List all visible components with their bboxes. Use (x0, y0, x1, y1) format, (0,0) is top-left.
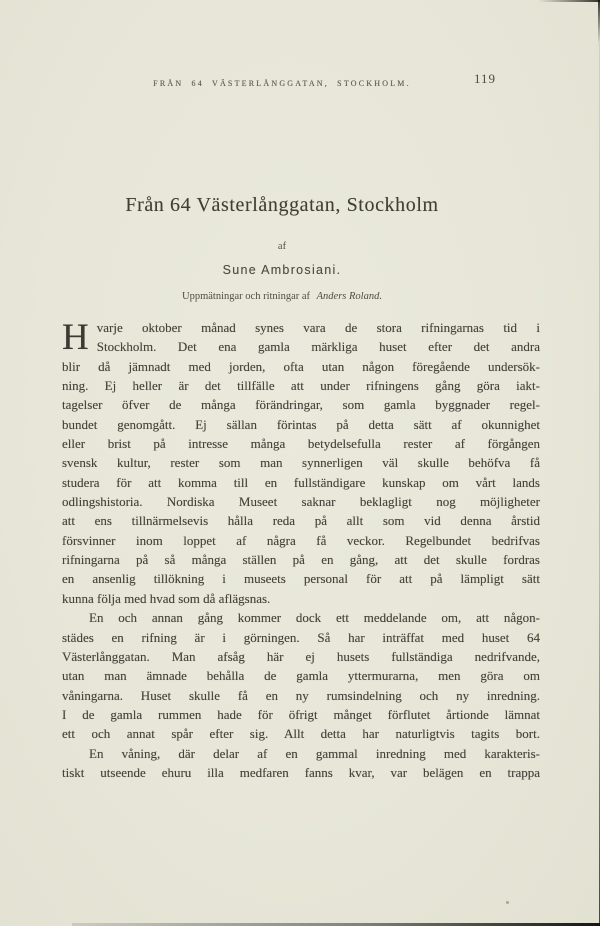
text-line: bundet genomgått. Ej sällan förintas på detta sätt af okunnighet (62, 416, 540, 432)
running-header-title: FRÅN 64 VÄSTERLÅNGGATAN, STOCKHOLM. (153, 79, 411, 88)
text-line: svensk kultur, rester som man synnerligen väl skulle behöfva få (62, 455, 540, 471)
text-line: Västerlånggatan. Man afsåg här ej husets fullständiga nedrifvande, (62, 648, 540, 664)
author-name: Sune Ambrosiani. (222, 263, 342, 277)
credit-illustrator-name: Anders Roland. (316, 291, 382, 302)
text-line: En och annan gång kommer dock ett meddelande om, att någon- (89, 610, 540, 626)
article-title: Från 64 Västerlånggatan, Stockholm (125, 194, 439, 216)
paragraph (62, 744, 540, 783)
text-line: kunna följa med hvad som då aflägsnas. (62, 590, 271, 606)
body-text (62, 318, 540, 782)
text-line: rifningarna på så många ställen på en gång, att det skulle fordras (62, 552, 540, 568)
text-line: studera för att komma till en fullständigare kunskap om vårt lands (62, 474, 540, 490)
text-line: tiskt utseende ehuru illa medfaren fanns kvar, var belägen en trappa (62, 764, 540, 780)
scan-speck (506, 901, 509, 904)
text-line: att ens tillnärmelsevis hålla reda på allt som vid denna årstid (62, 513, 540, 529)
text-line: utan man ämnade behålla de gamla yttermurarna, men göra om (62, 668, 540, 684)
scan-edge-top (538, 0, 600, 2)
text-line: eller brist på intresse många betydelsefulla rester af förgången (62, 436, 540, 452)
credit-line (62, 291, 502, 302)
drop-cap: H (62, 317, 89, 358)
byline-prefix: af (277, 241, 287, 252)
text-line: försvinner inom loppet af några få veckor. Regelbundet bedrifvas (62, 532, 540, 548)
page-number: 119 (474, 71, 497, 86)
text-line: en ansenlig tillökning i museets personal för att på lämpligt sätt (62, 571, 540, 587)
text-line: ett och annat spår efter sig. Allt detta har naturligtvis tagits bort. (62, 726, 540, 742)
text-line: städes en rifning är i görningen. Så har inträffat med huset 64 (62, 629, 540, 645)
text-line: Stockholm. Det ena gamla märkliga huset efter det andra (96, 339, 540, 355)
text-line: ning. Ej heller är det tillfälle att under rifningens gång göra iakt- (62, 378, 540, 394)
text-line: odlingshistoria. Nordiska Museet saknar beklagligt nog möjligheter (62, 494, 540, 510)
text-line: tagelser öfver de många förändringar, som gamla byggnader regel- (62, 397, 540, 413)
credit-text: Uppmätningar och ritningar af (182, 291, 311, 302)
text-line: varje oktober månad synes vara de stora rifningarnas tid i (96, 320, 540, 335)
text-line: I de gamla rummen hade för öfrigt månget förflutet årtionde lämnat (62, 706, 540, 722)
text-line: blir då jämnadt med jorden, ofta utan någon föregående undersök- (62, 358, 540, 374)
text-line: En våning, där delar af en gammal inredning med karakteris- (89, 745, 540, 761)
paragraph (62, 318, 540, 608)
paragraph (62, 608, 540, 743)
text-line: våningarna. Huset skulle få en ny rumsindelning och ny inredning. (62, 687, 540, 703)
